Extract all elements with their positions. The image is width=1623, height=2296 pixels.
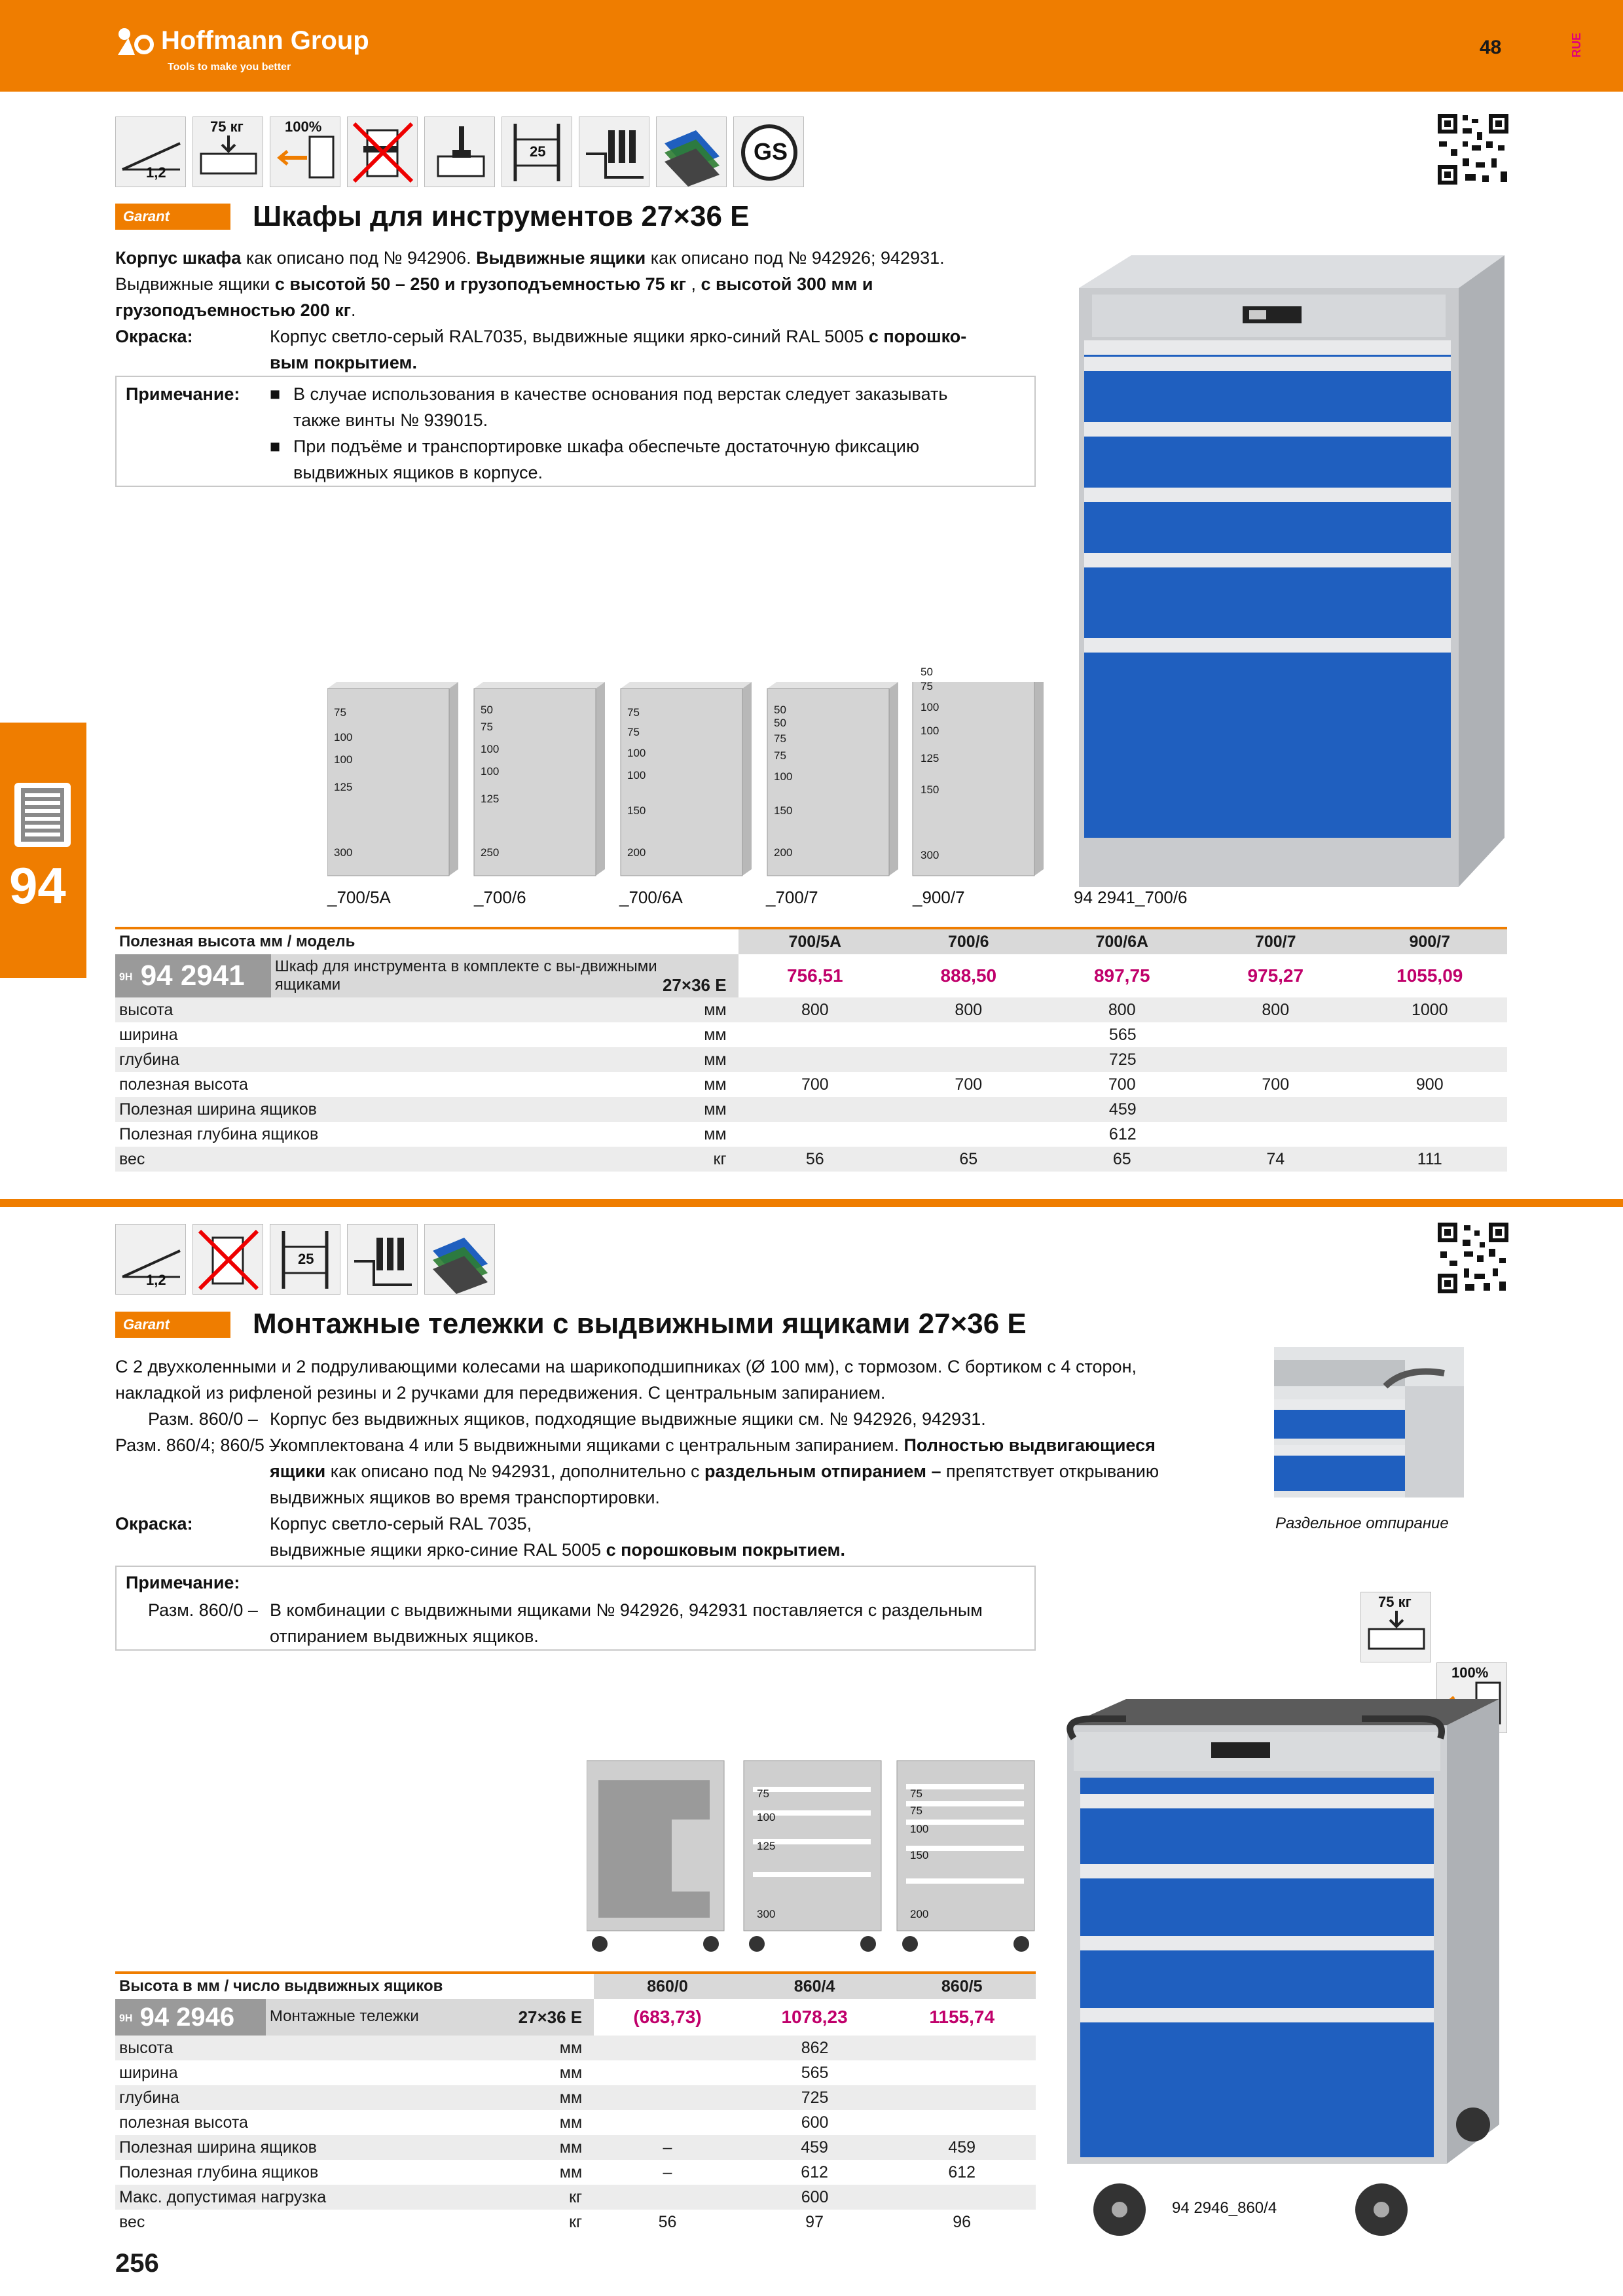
- variant-caption: _700/5A: [327, 888, 391, 907]
- table-row: глубина мм 725: [115, 2085, 1036, 2110]
- product-description: Монтажные тележки 27×36 E: [266, 1999, 586, 2036]
- page-number: 48: [1480, 37, 1502, 58]
- chapter-number: 94: [9, 857, 66, 914]
- table-row: Полезная ширина ящиков мм – 459 459: [115, 2135, 1036, 2160]
- model-header: 700/7: [1199, 929, 1352, 954]
- model-header: 700/5A: [739, 929, 892, 954]
- drawer-variant-drawings: [327, 682, 1054, 878]
- paint-description: Корпус светло-серый RAL 7035, выдвижные ящики ярко-синие RAL 5005 с порошковым покрытием.: [270, 1514, 846, 1560]
- table-row: ширина мм 565: [119, 1025, 1137, 1044]
- price: 756,51: [786, 965, 843, 986]
- table-row: Полезная глубина ящиков мм 612: [119, 1124, 1137, 1143]
- section-title: Шкафы для инструментов 27×36 E: [253, 200, 750, 232]
- variant-caption: _700/7: [766, 888, 818, 907]
- article-code: 9H 94 2941: [115, 954, 271, 997]
- note-bullet-2: ■: [270, 437, 281, 456]
- table-row: ширина мм 565: [119, 2063, 829, 2082]
- main-image-caption: 94 2941_700/6: [1074, 888, 1188, 907]
- language-tag: RUE: [1570, 33, 1583, 58]
- tool-cabinet-image: [1053, 249, 1511, 890]
- grid-25-icon: 25: [501, 117, 572, 187]
- load-75kg-icon: 75 кг: [192, 117, 263, 187]
- model-header: 860/5: [888, 1974, 1036, 1999]
- qr-code-icon[interactable]: [1436, 113, 1510, 186]
- table-row: высота мм 862: [115, 2036, 1036, 2060]
- table-row: Полезная глубина ящиков мм – 612 612: [119, 2162, 976, 2181]
- garant-brand-badge: Garant: [115, 1312, 230, 1338]
- chapter-tab[interactable]: [0, 723, 86, 978]
- model-header: 900/7: [1353, 929, 1508, 954]
- spec-table: [115, 1974, 1036, 2234]
- note-text: В комбинации с выдвижными ящиками № 942926, 942931 поставляется с раздельным отпиранием выдвижных ящиков.: [270, 1600, 983, 1646]
- garant-brand-badge: Garant: [115, 204, 230, 230]
- size-label: Разм. 860/0 –: [148, 1409, 258, 1429]
- feature-icon-strip: [115, 117, 804, 187]
- brand-tagline: Tools to make you better: [168, 62, 291, 73]
- table-header-label: Полезная высота мм / модель: [119, 933, 356, 950]
- extension-100-icon: 100%: [1436, 1662, 1507, 1733]
- table-header-label: Высота в мм / число выдвижных ящиков: [119, 1977, 443, 1995]
- note-text-1: В случае использования в качестве основания под верстак следует заказывать также винты № 939015.: [293, 384, 948, 430]
- qr-code-icon[interactable]: [1436, 1221, 1510, 1295]
- size-text: Корпус без выдвижных ящиков, подходящие выдвижные ящики см. № 942926, 942931.: [270, 1409, 986, 1429]
- table-row: высота мм 800 800 800 800 1000: [115, 997, 1507, 1022]
- size-text: Укомплектована 4 или 5 выдвижными ящиками с центральным запиранием. Полностью выдвигающиеся ящики как описано под № 942931, дополнительно с раздельным отпиранием – препятствует открыванию выдвижных ящиков во время транспортировки.: [270, 1435, 1159, 1507]
- variant-caption: _900/7: [913, 888, 965, 907]
- product-row[interactable]: [115, 1999, 1036, 2036]
- note-label: Примечание:: [126, 384, 240, 404]
- cabinet-chapter-icon: [14, 783, 71, 847]
- price: 1055,09: [1396, 965, 1463, 986]
- description: С 2 двухколенными и 2 подруливающими колесами на шарикоподшипниках (Ø 100 мм), с тормозом. С бортиком с 4 сторон, накладкой из рифленой резины и 2 ручками для передвижения. С центральным запиранием.: [115, 1357, 1137, 1403]
- article-code: 9H 94 2946: [115, 1999, 266, 2036]
- variant-860-0: [587, 1761, 724, 1952]
- model-header: 700/6: [892, 929, 1045, 954]
- product-row[interactable]: [115, 954, 1507, 997]
- table-row: вес кг 56 97 96: [119, 2212, 972, 2231]
- price: 897,75: [1093, 965, 1150, 986]
- product-description: Шкаф для инструмента в комплекте с вы-движными ящиками 27×36 E: [271, 954, 731, 997]
- table-row: глубина мм 725: [115, 1047, 1507, 1072]
- note-bullet-1: ■: [270, 384, 281, 404]
- drawer-dividers-icon: [347, 1224, 418, 1295]
- color-samples-icon: [424, 1224, 495, 1295]
- table-header-row: [115, 929, 1507, 954]
- description: Корпус шкафа как описано под № 942906. Выдвижные ящики как описано под № 942926; 942931. Выдвижные ящики с высотой 50 – 250 и грузоподъемностью 75 кг , с высотой 300 мм и грузоподъемностью 200 кг.: [115, 248, 945, 320]
- section-divider: [0, 1199, 1623, 1207]
- no-tipping-icon: [347, 117, 418, 187]
- variant-list: [327, 682, 1054, 882]
- table-header-row: [115, 1974, 1036, 1999]
- extension-100-icon: 100%: [270, 117, 340, 187]
- price: 888,50: [940, 965, 997, 986]
- note-label: Примечание:: [126, 1573, 240, 1592]
- model-header: 860/0: [594, 1974, 741, 1999]
- drawer-dividers-icon: [579, 117, 649, 187]
- load-75kg-icon: 75 кг: [1360, 1592, 1431, 1662]
- detail-caption: Раздельное отпирание: [1275, 1515, 1449, 1532]
- table-row: полезная высота мм 700 700 700 700 900: [119, 1075, 1444, 1094]
- table-row: Полезная ширина ящиков мм 459: [115, 1097, 1507, 1122]
- trolley-variant-drawings: [587, 1754, 1045, 1964]
- tilt-1-2-icon: 1,2: [115, 117, 186, 187]
- brand-name: Hoffmann Group: [161, 26, 369, 55]
- footer-page-number: 256: [115, 2249, 159, 2278]
- price: (683,73): [633, 2007, 702, 2027]
- note-prefix: Разм. 860/0 –: [148, 1600, 258, 1620]
- variant-caption: _700/6A: [619, 888, 683, 907]
- paint-label: Окраска:: [115, 327, 193, 346]
- main-image-caption: 94 2946_860/4: [1172, 2199, 1277, 2217]
- no-tipping-icon: [192, 1224, 263, 1295]
- paint-label: Окраска:: [115, 1514, 193, 1534]
- section-title: Монтажные тележки с выдвижными ящиками 27×36 E: [253, 1308, 1027, 1340]
- price: 1155,74: [929, 2007, 995, 2027]
- table-row: вес кг 56 65 65 74 111: [115, 1147, 1507, 1172]
- assembly-trolley-image: [1054, 1693, 1512, 2242]
- tilt-1-2-icon: 1,2: [115, 1224, 186, 1295]
- spec-table: [115, 929, 1507, 1172]
- table-row: полезная высота мм 600: [119, 2113, 829, 2132]
- size-label: Разм. 860/4; 860/5 –: [115, 1435, 280, 1455]
- note-text-2: При подъёме и транспортировке шкафа обеспечьте достаточную фиксацию выдвижных ящиков в корпусе.: [293, 437, 920, 482]
- separate-unlock-detail-image: [1274, 1347, 1464, 1498]
- model-header: 700/6A: [1046, 929, 1199, 954]
- hoffmann-logo-icon: [115, 25, 157, 58]
- price: 1078,23: [781, 2007, 848, 2027]
- table-row: Макс. допустимая нагрузка кг 600: [115, 2185, 1036, 2210]
- central-lock-icon: [424, 117, 495, 187]
- paint-description: Корпус светло-серый RAL7035, выдвижные ящики ярко-синий RAL 5005 с порошко- вым покрытием.: [270, 327, 967, 372]
- model-header: 860/4: [741, 1974, 888, 1999]
- gs-mark-icon: GS: [733, 117, 804, 187]
- variant-caption: _700/6: [474, 888, 526, 907]
- grid-25-icon: 25: [270, 1224, 340, 1295]
- feature-icon-strip: [115, 1224, 495, 1295]
- color-samples-icon: [656, 117, 727, 187]
- price: 975,27: [1247, 965, 1304, 986]
